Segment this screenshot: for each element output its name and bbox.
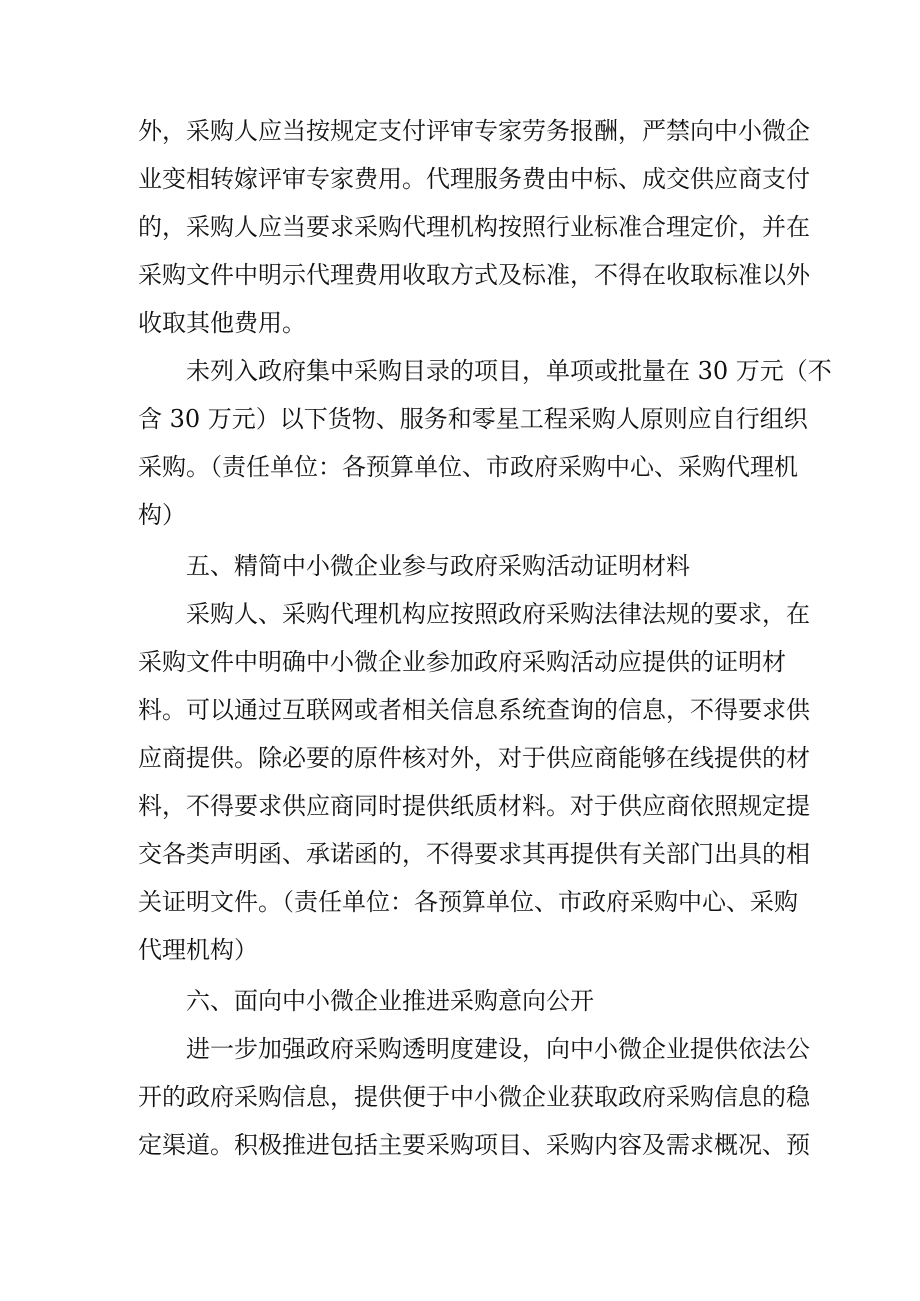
paragraph-line: 采购。（责任单位：各预算单位、市政府采购中心、采购代理机 [138,453,798,481]
paragraph-line: 关证明文件。（责任单位：各预算单位、市政府采购中心、采购 [138,888,798,916]
paragraph-line: 构） [138,501,186,529]
paragraph-line: 料，不得要求供应商同时提供纸质材料。对于供应商依照规定提 [138,792,810,820]
section-heading: 六、面向中小微企业推进采购意向公开 [186,987,594,1015]
paragraph-line: 交各类声明函、承诺函的，不得要求其再提供有关部门出具的相 [138,840,810,868]
paragraph-line: 代理机构） [138,936,258,964]
paragraph-line: 应商提供。除必要的原件核对外，对于供应商能够在线提供的材 [138,744,810,772]
paragraph-line: 开的政府采购信息，提供便于中小微企业获取政府采购信息的稳 [138,1083,810,1111]
paragraph-line: 的，采购人应当要求采购代理机构按照行业标准合理定价，并在 [138,213,810,241]
paragraph-line: 料。可以通过互联网或者相关信息系统查询的信息，不得要求供 [138,696,810,724]
paragraph-line: 采购人、采购代理机构应按照政府采购法律法规的要求，在 [186,600,810,628]
paragraph-line: 进一步加强政府采购透明度建设，向中小微企业提供依法公 [186,1035,810,1063]
paragraph-line: 收取其他费用。 [138,309,306,337]
paragraph-line: 含 30 万元）以下货物、服务和零星工程采购人原则应自行组织 [138,405,808,433]
paragraph-line: 未列入政府集中采购目录的项目，单项或批量在 30 万元（不 [186,357,832,385]
paragraph-line: 业变相转嫁评审专家费用。代理服务费由中标、成交供应商支付 [138,165,810,193]
section-heading: 五、精简中小微企业参与政府采购活动证明材料 [186,552,690,580]
paragraph-line: 采购文件中明确中小微企业参加政府采购活动应提供的证明材 [138,648,786,676]
paragraph-line: 定渠道。积极推进包括主要采购项目、采购内容及需求概况、预 [138,1131,810,1159]
paragraph-line: 采购文件中明示代理费用收取方式及标准，不得在收取标准以外 [138,261,810,289]
paragraph-line: 外，采购人应当按规定支付评审专家劳务报酬，严禁向中小微企 [138,117,810,145]
